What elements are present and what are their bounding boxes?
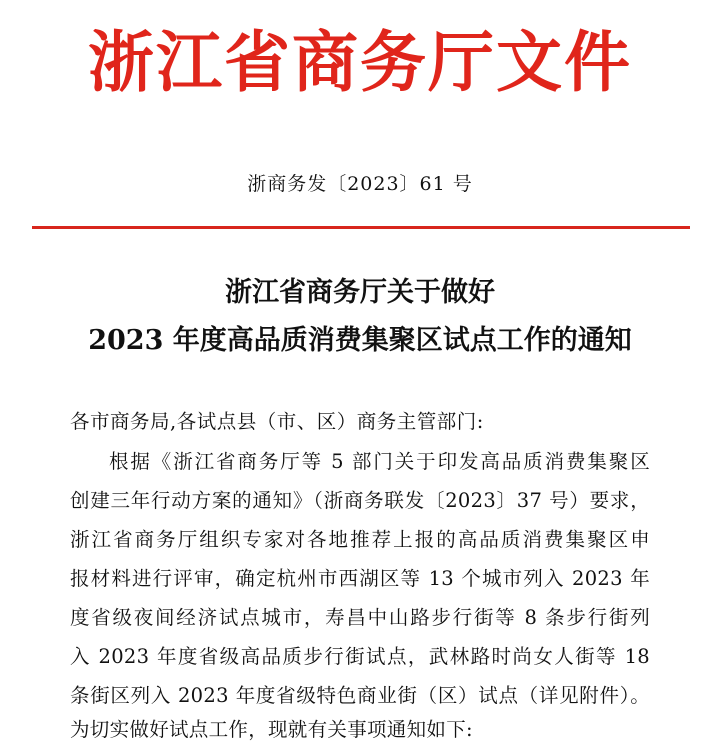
body-paragraph-line-3: 浙江省商务厅组织专家对各地推荐上报的高品质消费集聚区申 bbox=[70, 528, 650, 551]
body-paragraph-line-5: 度省级夜间经济试点城市，寿昌中山路步行街等 8 条步行街列 bbox=[70, 606, 650, 629]
body-paragraph-line-2: 创建三年行动方案的通知》（浙商务联发〔2023〕37 号）要求， bbox=[70, 489, 650, 512]
body-paragraph-line-7: 条街区列入 2023 年度省级特色商业街（区）试点（详见附件）。 bbox=[70, 684, 650, 707]
notice-title-line-2: 2023 年度高品质消费集聚区试点工作的通知 bbox=[88, 325, 632, 356]
body-paragraph-line-4: 报材料进行评审，确定杭州市西湖区等 13 个城市列入 2023 年 bbox=[70, 567, 650, 590]
document-number: 浙商务发〔2023〕61 号 bbox=[247, 173, 473, 195]
notice-title-line-1: 浙江省商务厅关于做好 bbox=[225, 277, 495, 308]
body-paragraph-line-1: 根据《浙江省商务厅等 5 部门关于印发高品质消费集聚区 bbox=[109, 450, 650, 473]
masthead-title: 浙江省商务厅文件 bbox=[88, 24, 632, 101]
body-paragraph-line-6: 入 2023 年度省级高品质步行街试点，武林路时尚女人街等 18 bbox=[70, 645, 650, 668]
body-paragraph-line-8: 为切实做好试点工作，现就有关事项通知如下: bbox=[70, 718, 473, 741]
red-divider-rule bbox=[32, 226, 690, 229]
addressee-line: 各市商务局,各试点县（市、区）商务主管部门: bbox=[70, 410, 484, 433]
